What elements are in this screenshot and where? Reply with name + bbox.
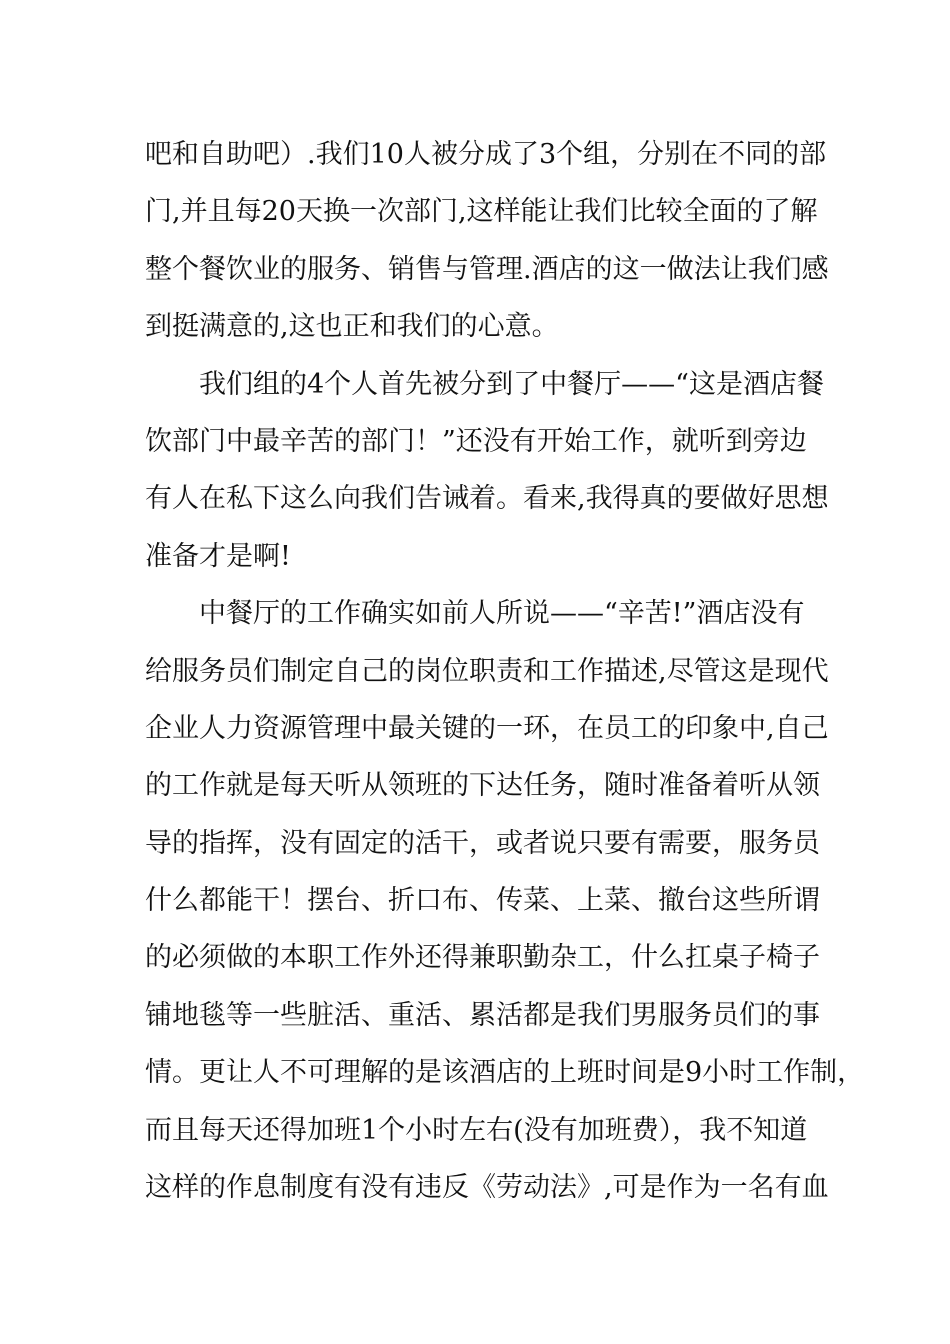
text-line: 铺地毯等一些脏活、重活、累活都是我们男服务员们的事 [145, 999, 820, 1031]
text-line: 门,并且每20天换一次部门,这样能让我们比较全面的了解 [145, 196, 818, 228]
text-line: 到挺满意的,这也正和我们的心意。 [145, 311, 559, 343]
text-line: 企业人力资源管理中最关键的一环，在员工的印象中,自己 [145, 712, 829, 744]
text-line: 而且每天还得加班1个小时左右(没有加班费），我不知道 [145, 1114, 808, 1146]
text-line: 这样的作息制度有没有违反《劳动法》,可是作为一名有血 [145, 1172, 829, 1204]
text-line: 的工作就是每天听从领班的下达任务，随时准备着听从领 [145, 770, 820, 802]
text-line: 情。更让人不可理解的是该酒店的上班时间是9小时工作制， [145, 1057, 865, 1089]
text-line: 的必须做的本职工作外还得兼职勤杂工，什么扛桌子椅子 [145, 942, 820, 974]
text-line: 给服务员们制定自己的岗位职责和工作描述,尽管这是现代 [145, 655, 829, 687]
text-line: 饮部门中最辛苦的部门！”还没有开始工作，就听到旁边 [145, 425, 807, 457]
paragraph-start-line: 中餐厅的工作确实如前人所说——“辛苦!”酒店没有 [199, 598, 805, 630]
paragraph-start-line: 我们组的4个人首先被分到了中餐厅——“这是酒店餐 [199, 368, 824, 400]
body-text [145, 126, 865, 1216]
text-line: 准备才是啊! [145, 540, 291, 572]
text-line: 吧和自助吧）.我们10人被分成了3个组，分别在不同的部 [145, 139, 827, 170]
text-line: 导的指挥，没有固定的活干，或者说只要有需要，服务员 [145, 827, 820, 859]
text-line: 整个餐饮业的服务、销售与管理.酒店的这一做法让我们感 [145, 253, 829, 285]
text-line: 有人在私下这么向我们告诫着。看来,我得真的要做好思想 [145, 483, 829, 515]
text-line: 什么都能干！摆台、折口布、传菜、上菜、撤台这些所谓 [145, 885, 820, 917]
